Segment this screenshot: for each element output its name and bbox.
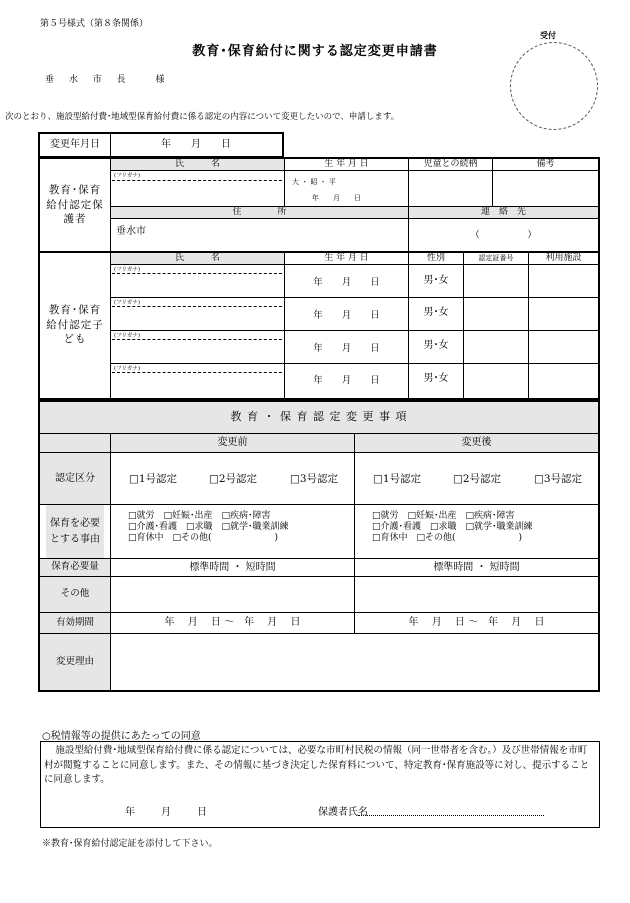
reason-label: 保育を必要とする事由: [46, 505, 104, 558]
children-col-birth: 生 年 月 日: [324, 253, 369, 264]
child1-birth: 年 月 日: [313, 276, 380, 288]
guardian-col-birth: 生 年 月 日: [324, 159, 369, 170]
child1-furigana: (フリガナ): [114, 267, 141, 273]
before-amount[interactable]: 標準時間 ・ 短時間: [189, 561, 276, 573]
before-period[interactable]: 年 月 日 ～ 年 月 日: [164, 617, 301, 629]
guardian-col-name: 氏 名: [111, 159, 284, 170]
guardian-col-address: 住 所: [111, 207, 408, 218]
guardian-furigana: (フリガナ): [114, 173, 141, 179]
form-number: 第５号様式（第８条関係）: [40, 19, 149, 29]
amount-label: 保育必要量: [40, 559, 110, 576]
change-date-label: 変更年月日: [50, 139, 100, 151]
changes-after-header: 変更後: [355, 434, 598, 452]
after-cert-1[interactable]: □1号認定: [372, 472, 422, 485]
child2-birth: 年 月 日: [313, 309, 380, 321]
footnote: ※教育･保育給付認定証を添付して下さい。: [42, 839, 218, 849]
after-reason-line1[interactable]: □就労 □妊娠･出産 □疾病･障害: [372, 511, 515, 521]
before-reason-list[interactable]: [128, 511, 289, 543]
before-cert-2[interactable]: □2号認定: [208, 472, 258, 485]
child3-furigana: (フリガナ): [114, 333, 141, 339]
children-col-cert: 認定証番号: [478, 254, 514, 263]
child4-furigana: (フリガナ): [114, 366, 141, 372]
intro-text: 次のとおり、施設型給付費･地域型保育給付費に係る認定の内容について変更したいので、申請します。: [5, 112, 400, 122]
consent-signature-line[interactable]: [358, 815, 544, 816]
after-other-field[interactable]: [355, 577, 598, 612]
guardian-col-relation: 児童との続柄: [423, 159, 478, 170]
after-period[interactable]: 年 月 日 ～ 年 月 日: [408, 617, 545, 629]
guardian-col-notes: 備考: [536, 159, 555, 170]
after-cert-3[interactable]: □3号認定: [533, 472, 583, 485]
guardian-address-field[interactable]: 垂水市: [116, 226, 146, 237]
child1-name-field[interactable]: [112, 274, 282, 296]
guardian-col-contact: 連 絡 先: [409, 207, 598, 218]
child3-name-field[interactable]: [112, 340, 282, 362]
before-other-field[interactable]: [111, 577, 354, 612]
guardian-relation-field[interactable]: [409, 171, 492, 206]
child3-sex[interactable]: 男･女: [423, 340, 449, 352]
reason-change-label: 変更理由: [40, 634, 110, 690]
consent-title: ○税情報等の提供にあたっての同意: [42, 731, 201, 742]
cert-label: 認定区分: [40, 453, 110, 504]
guardian-notes-field[interactable]: [493, 171, 598, 206]
children-label: 教育･保育給付認定子ども: [46, 303, 104, 346]
after-reason-line2[interactable]: □介護･看護 □求職 □就学･職業訓練: [372, 521, 533, 532]
after-cert-2[interactable]: □2号認定: [452, 472, 502, 485]
child3-birth: 年 月 日: [313, 342, 380, 354]
after-reason-list[interactable]: [372, 511, 533, 543]
page-title: 教育･保育給付に関する認定変更申請書: [192, 44, 438, 59]
guardian-contact-field[interactable]: （ ）: [470, 229, 537, 241]
before-cert-1[interactable]: □1号認定: [128, 472, 178, 485]
stamp-label: 受付: [540, 30, 556, 40]
before-cert-3[interactable]: □3号認定: [289, 472, 339, 485]
other-label: その他: [40, 577, 110, 612]
reason-change-field[interactable]: [111, 634, 598, 690]
period-label: 有効期間: [40, 613, 110, 633]
guardian-label: 教育･保育給付認定保護者: [46, 183, 104, 226]
before-reason-line2[interactable]: □介護･看護 □求職 □就学･職業訓練: [128, 521, 289, 532]
before-reason-line3[interactable]: □育休中 □その他( ): [128, 532, 279, 543]
reception-stamp-circle: [510, 42, 598, 130]
children-col-facility: 利用施設: [545, 253, 582, 264]
consent-text: 施設型給付費･地域型保育給付費に係る認定については、必要な市町村民税の情報（同一世帯者を含む。）及び世帯情報を市町村が閲覧することに同意します。また、その情報に基づき決定した保育料について、特定教育･保育施設等に対し、提示することに同意します。: [44, 745, 590, 786]
changes-section-title: 教 育 ・ 保 育 認 定 変 更 事 項: [40, 402, 598, 433]
child4-name-field[interactable]: [112, 373, 282, 395]
child2-furigana: (フリガナ): [114, 300, 141, 306]
changes-before-header: 変更前: [111, 434, 354, 452]
child1-sex[interactable]: 男･女: [423, 275, 449, 287]
child2-sex[interactable]: 男･女: [423, 307, 449, 319]
child2-name-field[interactable]: [112, 307, 282, 329]
guardian-birth: 年 月 日: [312, 194, 361, 202]
guardian-era: 大 ・ 昭 ・ 平: [292, 178, 336, 186]
child4-birth: 年 月 日: [313, 374, 380, 386]
children-col-name: 氏 名: [111, 253, 284, 264]
before-reason-line1[interactable]: □就労 □妊娠･出産 □疾病･障害: [128, 511, 271, 521]
addressee: 垂 水 市 長 様: [45, 75, 171, 85]
change-date-field[interactable]: 年 月 日: [161, 139, 231, 151]
children-col-sex: 性別: [426, 253, 445, 264]
guardian-name-field[interactable]: [112, 181, 282, 205]
consent-signature-label: 保護者氏名: [318, 807, 368, 818]
consent-date[interactable]: 年 月 日: [125, 807, 209, 818]
after-amount[interactable]: 標準時間 ・ 短時間: [433, 561, 520, 573]
child4-sex[interactable]: 男･女: [423, 373, 449, 385]
after-reason-line3[interactable]: □育休中 □その他( ): [372, 532, 523, 543]
